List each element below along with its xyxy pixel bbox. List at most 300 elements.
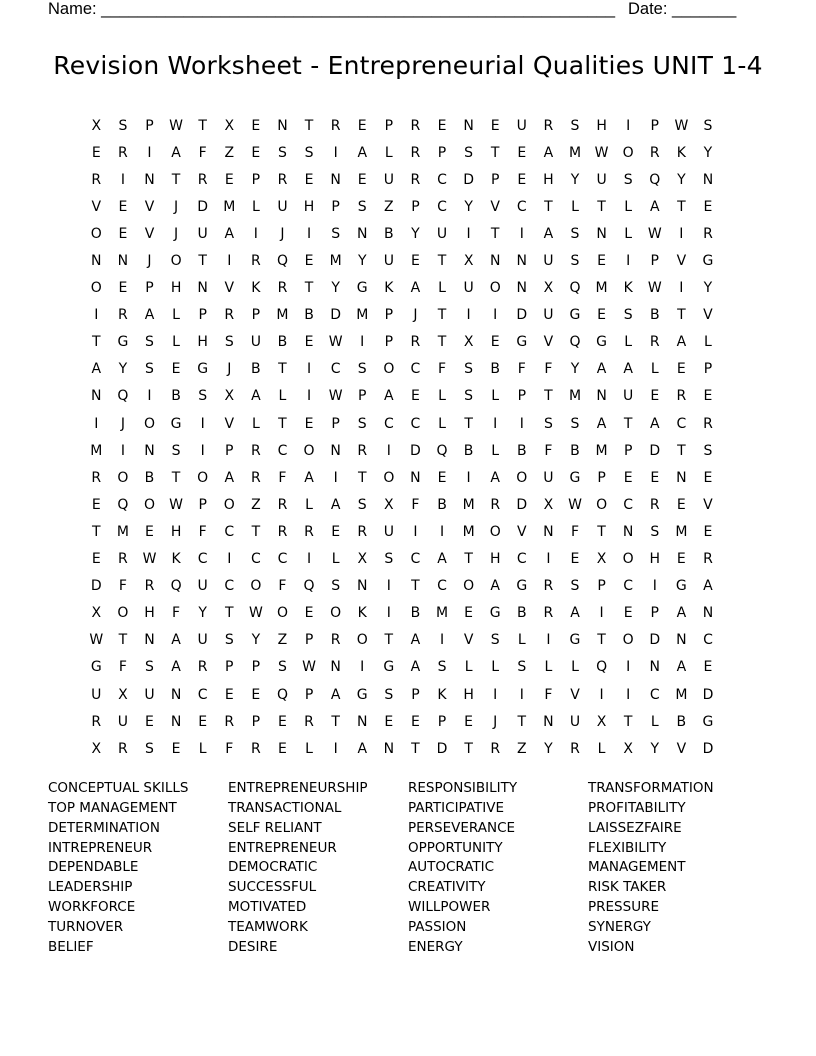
grid-letter: E — [91, 551, 101, 568]
grid-letter: V — [703, 307, 713, 324]
grid-letter: W — [169, 117, 183, 134]
grid-letter: O — [356, 632, 368, 649]
word-bank-item: INTREPRENEUR — [48, 839, 153, 856]
grid-letter: A — [330, 686, 341, 703]
grid-letter: S — [384, 686, 394, 703]
grid-letter: N — [356, 713, 368, 730]
grid-letter: I — [360, 334, 365, 351]
grid-letter: N — [516, 253, 528, 270]
grid-letter: S — [570, 253, 580, 270]
grid-letter: B — [171, 388, 181, 405]
grid-letter: W — [302, 659, 316, 676]
grid-letter: E — [703, 469, 713, 486]
grid-letter: Q — [569, 334, 581, 351]
grid-letter: P — [437, 144, 447, 161]
word-bank-item: WILLPOWER — [408, 899, 491, 916]
grid-letter: N — [596, 388, 607, 405]
grid-letter: E — [410, 713, 420, 730]
grid-letter: C — [623, 578, 634, 595]
grid-letter: A — [410, 659, 421, 676]
grid-letter: L — [464, 659, 473, 676]
grid-letter: R — [224, 713, 235, 730]
grid-letter: Z — [251, 496, 261, 513]
word-bank-item: RESPONSIBILITY — [408, 780, 518, 796]
grid-letter: E — [198, 713, 208, 730]
grid-letter: X — [91, 740, 102, 757]
grid-letter: O — [383, 469, 395, 486]
grid-letter: Q — [649, 171, 661, 188]
word-bank-item: AUTOCRATIC — [408, 859, 495, 876]
grid-letter: L — [571, 659, 579, 676]
grid-letter: X — [118, 686, 128, 703]
grid-letter: N — [170, 713, 182, 730]
grid-letter: F — [437, 361, 447, 378]
grid-letter: V — [676, 253, 687, 270]
grid-letter: I — [679, 280, 684, 297]
grid-letter: V — [144, 198, 155, 215]
grid-letter: V — [490, 198, 500, 215]
grid-letter: R — [330, 632, 341, 649]
grid-letter: Z — [517, 740, 527, 757]
grid-letter: F — [118, 659, 127, 676]
grid-letter: E — [118, 280, 128, 297]
grid-letter: P — [411, 198, 420, 215]
grid-letter: T — [198, 117, 207, 134]
grid-letter: Y — [464, 198, 473, 215]
grid-letter: R — [91, 469, 102, 486]
grid-letter: E — [91, 496, 101, 513]
grid-letter: A — [384, 388, 394, 405]
grid-letter: I — [306, 551, 312, 568]
grid-letter: S — [570, 225, 580, 242]
grid-letter: I — [626, 117, 631, 134]
grid-letter: Q — [117, 388, 129, 405]
grid-letter: C — [516, 198, 527, 215]
grid-letter: E — [357, 171, 367, 188]
word-bank-item: TEAMWORK — [228, 918, 308, 935]
grid-letter: R — [543, 578, 554, 595]
grid-letter: X — [224, 117, 235, 134]
grid-letter: N — [91, 253, 102, 270]
grid-letter: Y — [411, 225, 420, 242]
grid-letter: F — [225, 740, 234, 757]
grid-letter: L — [384, 144, 393, 161]
grid-letter: O — [117, 605, 129, 622]
grid-letter: E — [304, 415, 314, 432]
grid-letter: R — [703, 415, 713, 432]
grid-letter: J — [120, 415, 125, 432]
grid-letter: C — [649, 686, 660, 703]
grid-letter: E — [410, 253, 420, 270]
grid-letter: W — [568, 496, 582, 513]
grid-letter: R — [118, 307, 128, 324]
grid-letter: S — [570, 578, 580, 595]
grid-letter: O — [223, 496, 235, 513]
grid-letter: T — [278, 415, 287, 432]
grid-letter: L — [571, 198, 579, 215]
grid-letter: E — [650, 388, 660, 405]
grid-letter: P — [597, 469, 606, 486]
grid-letter: C — [197, 551, 208, 568]
grid-letter: L — [624, 225, 633, 242]
grid-letter: C — [330, 361, 341, 378]
grid-letter: D — [90, 578, 102, 595]
grid-letter: I — [147, 388, 152, 405]
grid-letter: L — [172, 307, 180, 324]
grid-letter: A — [410, 632, 421, 649]
grid-letter: D — [702, 686, 714, 703]
grid-letter: R — [91, 171, 102, 188]
grid-letter: Y — [544, 740, 553, 757]
grid-letter: X — [543, 496, 554, 513]
grid-letter: E — [251, 117, 261, 134]
grid-letter: U — [543, 307, 554, 324]
grid-letter: Y — [357, 253, 367, 270]
grid-letter: Q — [303, 578, 315, 595]
grid-letter: Q — [569, 280, 581, 297]
grid-letter: D — [702, 740, 714, 757]
word-bank-item: SYNERGY — [588, 918, 651, 935]
grid-letter: I — [147, 144, 152, 161]
grid-letter: P — [331, 415, 340, 432]
grid-letter: A — [304, 469, 314, 486]
grid-letter: S — [224, 632, 234, 649]
word-bank-item: CONCEPTUAL SKILLS — [48, 780, 189, 796]
grid-letter: C — [224, 523, 235, 540]
grid-letter: G — [516, 334, 528, 351]
grid-letter: G — [197, 361, 209, 378]
grid-letter: U — [91, 686, 102, 703]
grid-letter: E — [224, 686, 234, 703]
grid-letter: M — [90, 442, 103, 459]
grid-letter: R — [250, 740, 261, 757]
grid-letter: I — [652, 578, 657, 595]
grid-letter: N — [330, 659, 341, 676]
grid-letter: A — [570, 605, 580, 622]
grid-letter: N — [383, 740, 395, 757]
grid-letter: U — [516, 117, 527, 134]
grid-letter: R — [330, 117, 341, 134]
grid-letter: R — [118, 551, 128, 568]
grid-letter: M — [568, 144, 582, 161]
grid-letter: P — [650, 253, 659, 270]
grid-letter: E — [357, 117, 367, 134]
grid-letter: T — [623, 713, 633, 730]
word-bank-item: DEMOCRATIC — [228, 859, 318, 876]
grid-letter: E — [676, 361, 686, 378]
grid-letter: S — [118, 117, 128, 134]
grid-letter: U — [383, 523, 394, 540]
word-bank-item: PROFITABILITY — [588, 799, 686, 816]
grid-letter: P — [198, 307, 207, 324]
grid-letter: E — [650, 469, 660, 486]
grid-letter: E — [171, 740, 181, 757]
grid-letter: U — [596, 171, 607, 188]
grid-letter: W — [328, 334, 343, 351]
grid-letter: X — [596, 713, 607, 730]
grid-letter: I — [386, 442, 391, 459]
grid-letter: E — [703, 388, 713, 405]
grid-letter: J — [174, 198, 179, 215]
word-bank-item: SELF RELIANT — [228, 819, 322, 836]
grid-letter: T — [464, 740, 473, 757]
grid-letter: R — [703, 551, 713, 568]
grid-letter: E — [464, 605, 474, 622]
grid-letter: T — [464, 551, 473, 568]
grid-letter: N — [197, 280, 208, 297]
grid-letter: A — [676, 334, 687, 351]
grid-letter: T — [171, 469, 181, 486]
grid-letter: L — [650, 361, 659, 378]
grid-letter: Q — [117, 496, 129, 513]
grid-letter: R — [570, 740, 580, 757]
grid-letter: L — [438, 415, 446, 432]
grid-letter: S — [357, 361, 367, 378]
grid-letter: I — [626, 659, 631, 676]
grid-letter: L — [597, 740, 606, 757]
grid-letter: W — [169, 496, 183, 513]
grid-letter: R — [277, 171, 288, 188]
grid-letter: U — [383, 171, 394, 188]
grid-letter: P — [650, 605, 659, 622]
grid-letter: K — [251, 280, 261, 297]
grid-letter: B — [516, 605, 527, 622]
grid-letter: I — [333, 144, 338, 161]
grid-letter: Y — [251, 632, 261, 649]
grid-letter: S — [464, 361, 474, 378]
grid-letter: R — [144, 578, 155, 595]
grid-letter: U — [250, 334, 261, 351]
grid-letter: A — [437, 551, 447, 568]
grid-letter: V — [224, 280, 235, 297]
grid-letter: R — [197, 659, 208, 676]
grid-letter: L — [491, 442, 500, 459]
grid-letter: O — [596, 496, 608, 513]
grid-letter: T — [118, 632, 128, 649]
grid-letter: B — [384, 225, 394, 242]
word-bank-item: MANAGEMENT — [588, 859, 686, 876]
grid-letter: R — [543, 117, 554, 134]
grid-letter: T — [597, 523, 606, 540]
grid-letter: F — [544, 442, 553, 459]
grid-letter: P — [650, 117, 659, 134]
grid-letter: U — [197, 578, 208, 595]
grid-letter: B — [144, 469, 155, 486]
word-bank-item: DEPENDABLE — [48, 859, 139, 876]
grid-letter: F — [278, 469, 287, 486]
grid-letter: N — [330, 171, 341, 188]
grid-letter: U — [383, 253, 394, 270]
grid-letter: R — [250, 253, 261, 270]
grid-letter: X — [91, 117, 102, 134]
grid-letter: T — [544, 388, 553, 405]
grid-letter: A — [543, 144, 554, 161]
grid-letter: S — [517, 659, 527, 676]
grid-letter: L — [491, 388, 500, 405]
grid-letter: C — [437, 171, 447, 188]
grid-letter: A — [649, 198, 660, 215]
word-bank-item: FLEXIBILITY — [588, 839, 667, 856]
grid-letter: W — [594, 144, 609, 161]
grid-letter: G — [117, 334, 129, 351]
grid-letter: L — [624, 198, 633, 215]
grid-letter: E — [676, 496, 686, 513]
grid-letter: S — [224, 334, 234, 351]
grid-letter: I — [626, 253, 631, 270]
grid-letter: W — [89, 632, 104, 649]
grid-letter: S — [464, 388, 474, 405]
grid-letter: C — [277, 551, 288, 568]
grid-letter: U — [569, 713, 581, 730]
grid-letter: M — [356, 307, 369, 324]
grid-letter: N — [277, 117, 288, 134]
grid-letter: I — [599, 686, 604, 703]
grid-letter: P — [145, 117, 154, 134]
grid-letter: I — [546, 632, 551, 649]
grid-letter: J — [280, 225, 285, 242]
date-field-line: Date: _______ — [628, 0, 737, 18]
grid-letter: S — [650, 523, 660, 540]
grid-letter: I — [439, 523, 445, 540]
grid-letter: F — [198, 144, 207, 161]
grid-letter: H — [463, 686, 474, 703]
grid-letter: C — [197, 686, 208, 703]
grid-letter: R — [543, 605, 554, 622]
grid-letter: T — [597, 198, 606, 215]
grid-letter: E — [490, 334, 500, 351]
grid-letter: D — [649, 632, 661, 649]
grid-letter: K — [437, 686, 447, 703]
grid-letter: R — [649, 496, 660, 513]
grid-letter: E — [410, 388, 420, 405]
grid-letter: B — [649, 307, 660, 324]
grid-letter: N — [410, 469, 421, 486]
word-bank-item: WORKFORCE — [48, 899, 136, 916]
grid-letter: J — [147, 253, 152, 270]
grid-letter: N — [463, 117, 474, 134]
grid-letter: G — [569, 307, 581, 324]
grid-letter: A — [144, 307, 155, 324]
grid-letter: P — [225, 659, 234, 676]
grid-letter: P — [703, 361, 713, 378]
header-fields — [48, 0, 742, 20]
grid-letter: R — [357, 523, 368, 540]
grid-letter: G — [675, 578, 687, 595]
grid-letter: T — [437, 253, 447, 270]
grid-letter: C — [676, 415, 687, 432]
grid-letter: S — [357, 496, 367, 513]
grid-letter: E — [278, 713, 287, 730]
grid-letter: E — [251, 686, 261, 703]
grid-letter: I — [493, 686, 498, 703]
grid-letter: I — [120, 442, 125, 459]
grid-letter: B — [676, 713, 687, 730]
grid-letter: V — [224, 415, 235, 432]
grid-letter: G — [356, 280, 368, 297]
grid-letter: M — [435, 605, 449, 622]
grid-letter: C — [224, 578, 235, 595]
grid-letter: C — [437, 198, 447, 215]
grid-letter: P — [384, 117, 394, 134]
grid-letter: T — [224, 605, 234, 622]
grid-letter: B — [463, 442, 474, 459]
grid-letter: R — [410, 334, 421, 351]
grid-letter: G — [90, 659, 102, 676]
grid-letter: N — [649, 659, 660, 676]
word-bank-item: DETERMINATION — [48, 819, 160, 836]
grid-letter: E — [118, 198, 128, 215]
grid-letter: I — [599, 605, 604, 622]
grid-letter: L — [624, 334, 633, 351]
grid-letter: T — [490, 225, 500, 242]
grid-letter: P — [384, 307, 394, 324]
grid-letter: A — [490, 469, 500, 486]
grid-letter: P — [517, 388, 527, 405]
grid-letter: I — [466, 469, 471, 486]
grid-letter: G — [702, 253, 714, 270]
grid-letter: O — [250, 578, 262, 595]
grid-letter: H — [197, 334, 208, 351]
grid-letter: R — [490, 740, 501, 757]
grid-letter: W — [328, 388, 343, 405]
grid-letter: R — [410, 144, 421, 161]
grid-letter: P — [358, 388, 367, 405]
grid-letter: O — [383, 361, 395, 378]
grid-letter: E — [676, 551, 686, 568]
grid-letter: I — [519, 225, 524, 242]
grid-letter: U — [144, 686, 155, 703]
grid-letter: L — [517, 632, 526, 649]
grid-letter: Y — [703, 280, 713, 297]
grid-letter: M — [329, 253, 342, 270]
grid-letter: D — [516, 496, 528, 513]
word-bank-item: PARTICIPATIVE — [408, 799, 505, 816]
grid-letter: K — [384, 280, 394, 297]
word-bank-item: DESIRE — [228, 938, 278, 955]
word-bank-item: PASSION — [408, 918, 467, 935]
grid-letter: T — [304, 280, 314, 297]
word-bank-item: VISION — [588, 938, 635, 955]
grid-letter: M — [595, 280, 608, 297]
grid-letter: N — [622, 523, 634, 540]
grid-letter: T — [384, 632, 394, 649]
grid-letter: T — [677, 198, 686, 215]
grid-letter: I — [679, 225, 684, 242]
grid-letter: I — [306, 361, 312, 378]
grid-letter: V — [543, 334, 554, 351]
grid-letter: D — [463, 171, 474, 188]
grid-letter: D — [410, 442, 421, 459]
grid-letter: O — [143, 496, 155, 513]
grid-letter: S — [331, 578, 341, 595]
grid-letter: I — [493, 415, 498, 432]
grid-letter: J — [174, 225, 179, 242]
grid-letter: G — [702, 713, 714, 730]
grid-letter: O — [622, 551, 634, 568]
grid-letter: N — [144, 442, 155, 459]
grid-letter: E — [703, 523, 713, 540]
word-bank-column — [48, 779, 228, 958]
grid-letter: T — [490, 144, 500, 161]
grid-letter: I — [200, 442, 205, 459]
word-bank — [48, 779, 768, 958]
grid-letter: S — [171, 442, 181, 459]
word-bank-item: TRANSACTIONAL — [228, 799, 342, 816]
grid-letter: V — [463, 632, 474, 649]
grid-letter: A — [330, 496, 341, 513]
grid-letter: Y — [570, 171, 580, 188]
grid-letter: N — [489, 253, 501, 270]
